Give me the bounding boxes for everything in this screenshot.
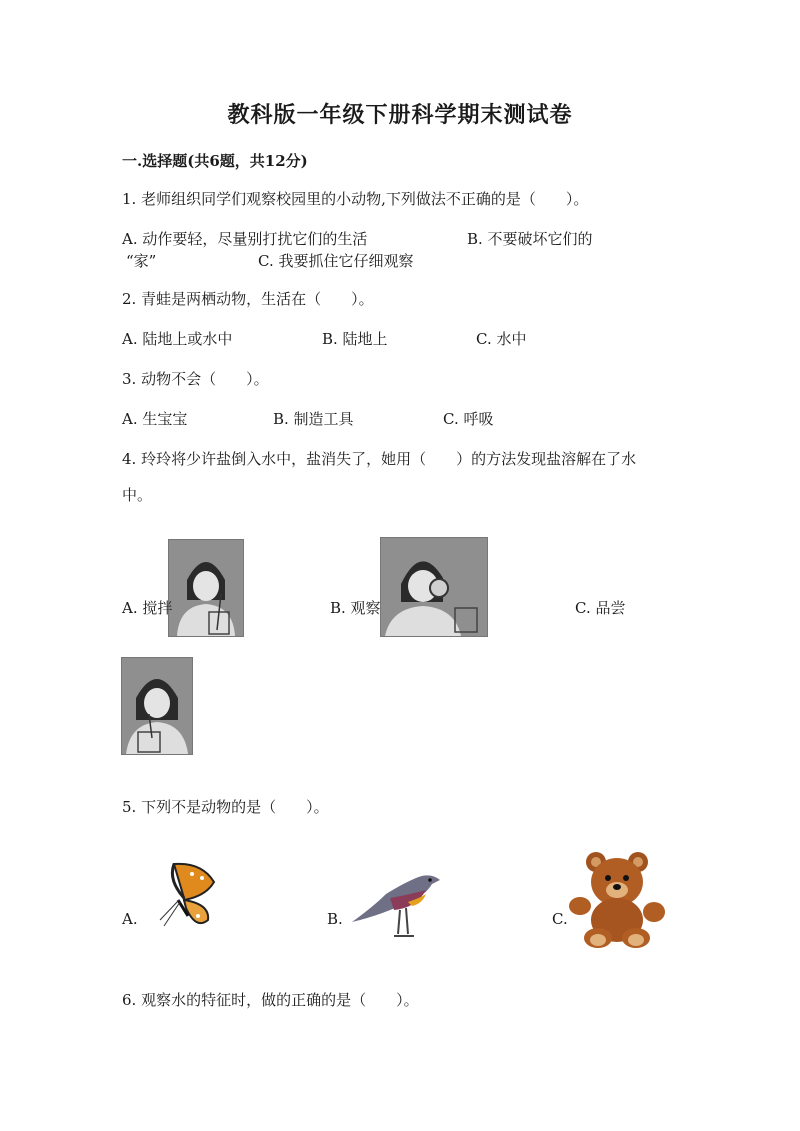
question-4-stem-cont: 中。 (122, 486, 153, 504)
teddy-bear-image (566, 850, 666, 948)
page-title: 教科版一年级下册科学期末测试卷 (227, 102, 573, 128)
question-1-option-b-cont: “家” (126, 252, 157, 270)
question-2-option-a: A. 陆地上或水中 (122, 330, 233, 348)
butterfly-image (148, 860, 220, 938)
question-3-option-a: A. 生宝宝 (122, 410, 188, 428)
question-1-stem: 1. 老师组织同学们观察校园里的小动物,下列做法不正确的是（ ）。 (122, 190, 589, 208)
question-1-option-c: C. 我要抓住它仔细观察 (258, 252, 414, 270)
girl-tasting-image (121, 657, 193, 755)
question-6-stem: 6. 观察水的特征时，做的正确的是（ ）。 (122, 991, 419, 1009)
question-3-option-b: B. 制造工具 (273, 410, 354, 428)
question-5-option-b: B. (327, 910, 343, 928)
question-4-option-b: B. 观察 (330, 599, 381, 617)
question-1-option-b: B. 不要破坏它们的 (467, 230, 593, 248)
question-2-stem: 2. 青蛙是两栖动物，生活在（ ）。 (122, 290, 374, 308)
section-heading: 一.选择题(共6题，共12分) (122, 152, 308, 170)
question-1-option-a: A. 动作要轻，尽量别打扰它们的生活 (122, 230, 368, 248)
question-3-option-c: C. 呼吸 (443, 410, 494, 428)
question-2-option-c: C. 水中 (476, 330, 527, 348)
bird-image (346, 864, 448, 948)
girl-stirring-image (168, 539, 244, 637)
question-5-option-c: C. (552, 910, 568, 928)
question-5-stem: 5. 下列不是动物的是（ ）。 (122, 798, 329, 816)
question-2-option-b: B. 陆地上 (322, 330, 388, 348)
question-5-option-a: A. (122, 910, 138, 928)
question-3-stem: 3. 动物不会（ ）。 (122, 370, 269, 388)
question-4-stem: 4. 玲玲将少许盐倒入水中，盐消失了，她用（ ）的方法发现盐溶解在了水 (122, 450, 637, 468)
girl-magnifier-image (380, 537, 488, 637)
question-4-option-a: A. 搅拌 (122, 599, 173, 617)
question-4-option-c: C. 品尝 (575, 599, 626, 617)
